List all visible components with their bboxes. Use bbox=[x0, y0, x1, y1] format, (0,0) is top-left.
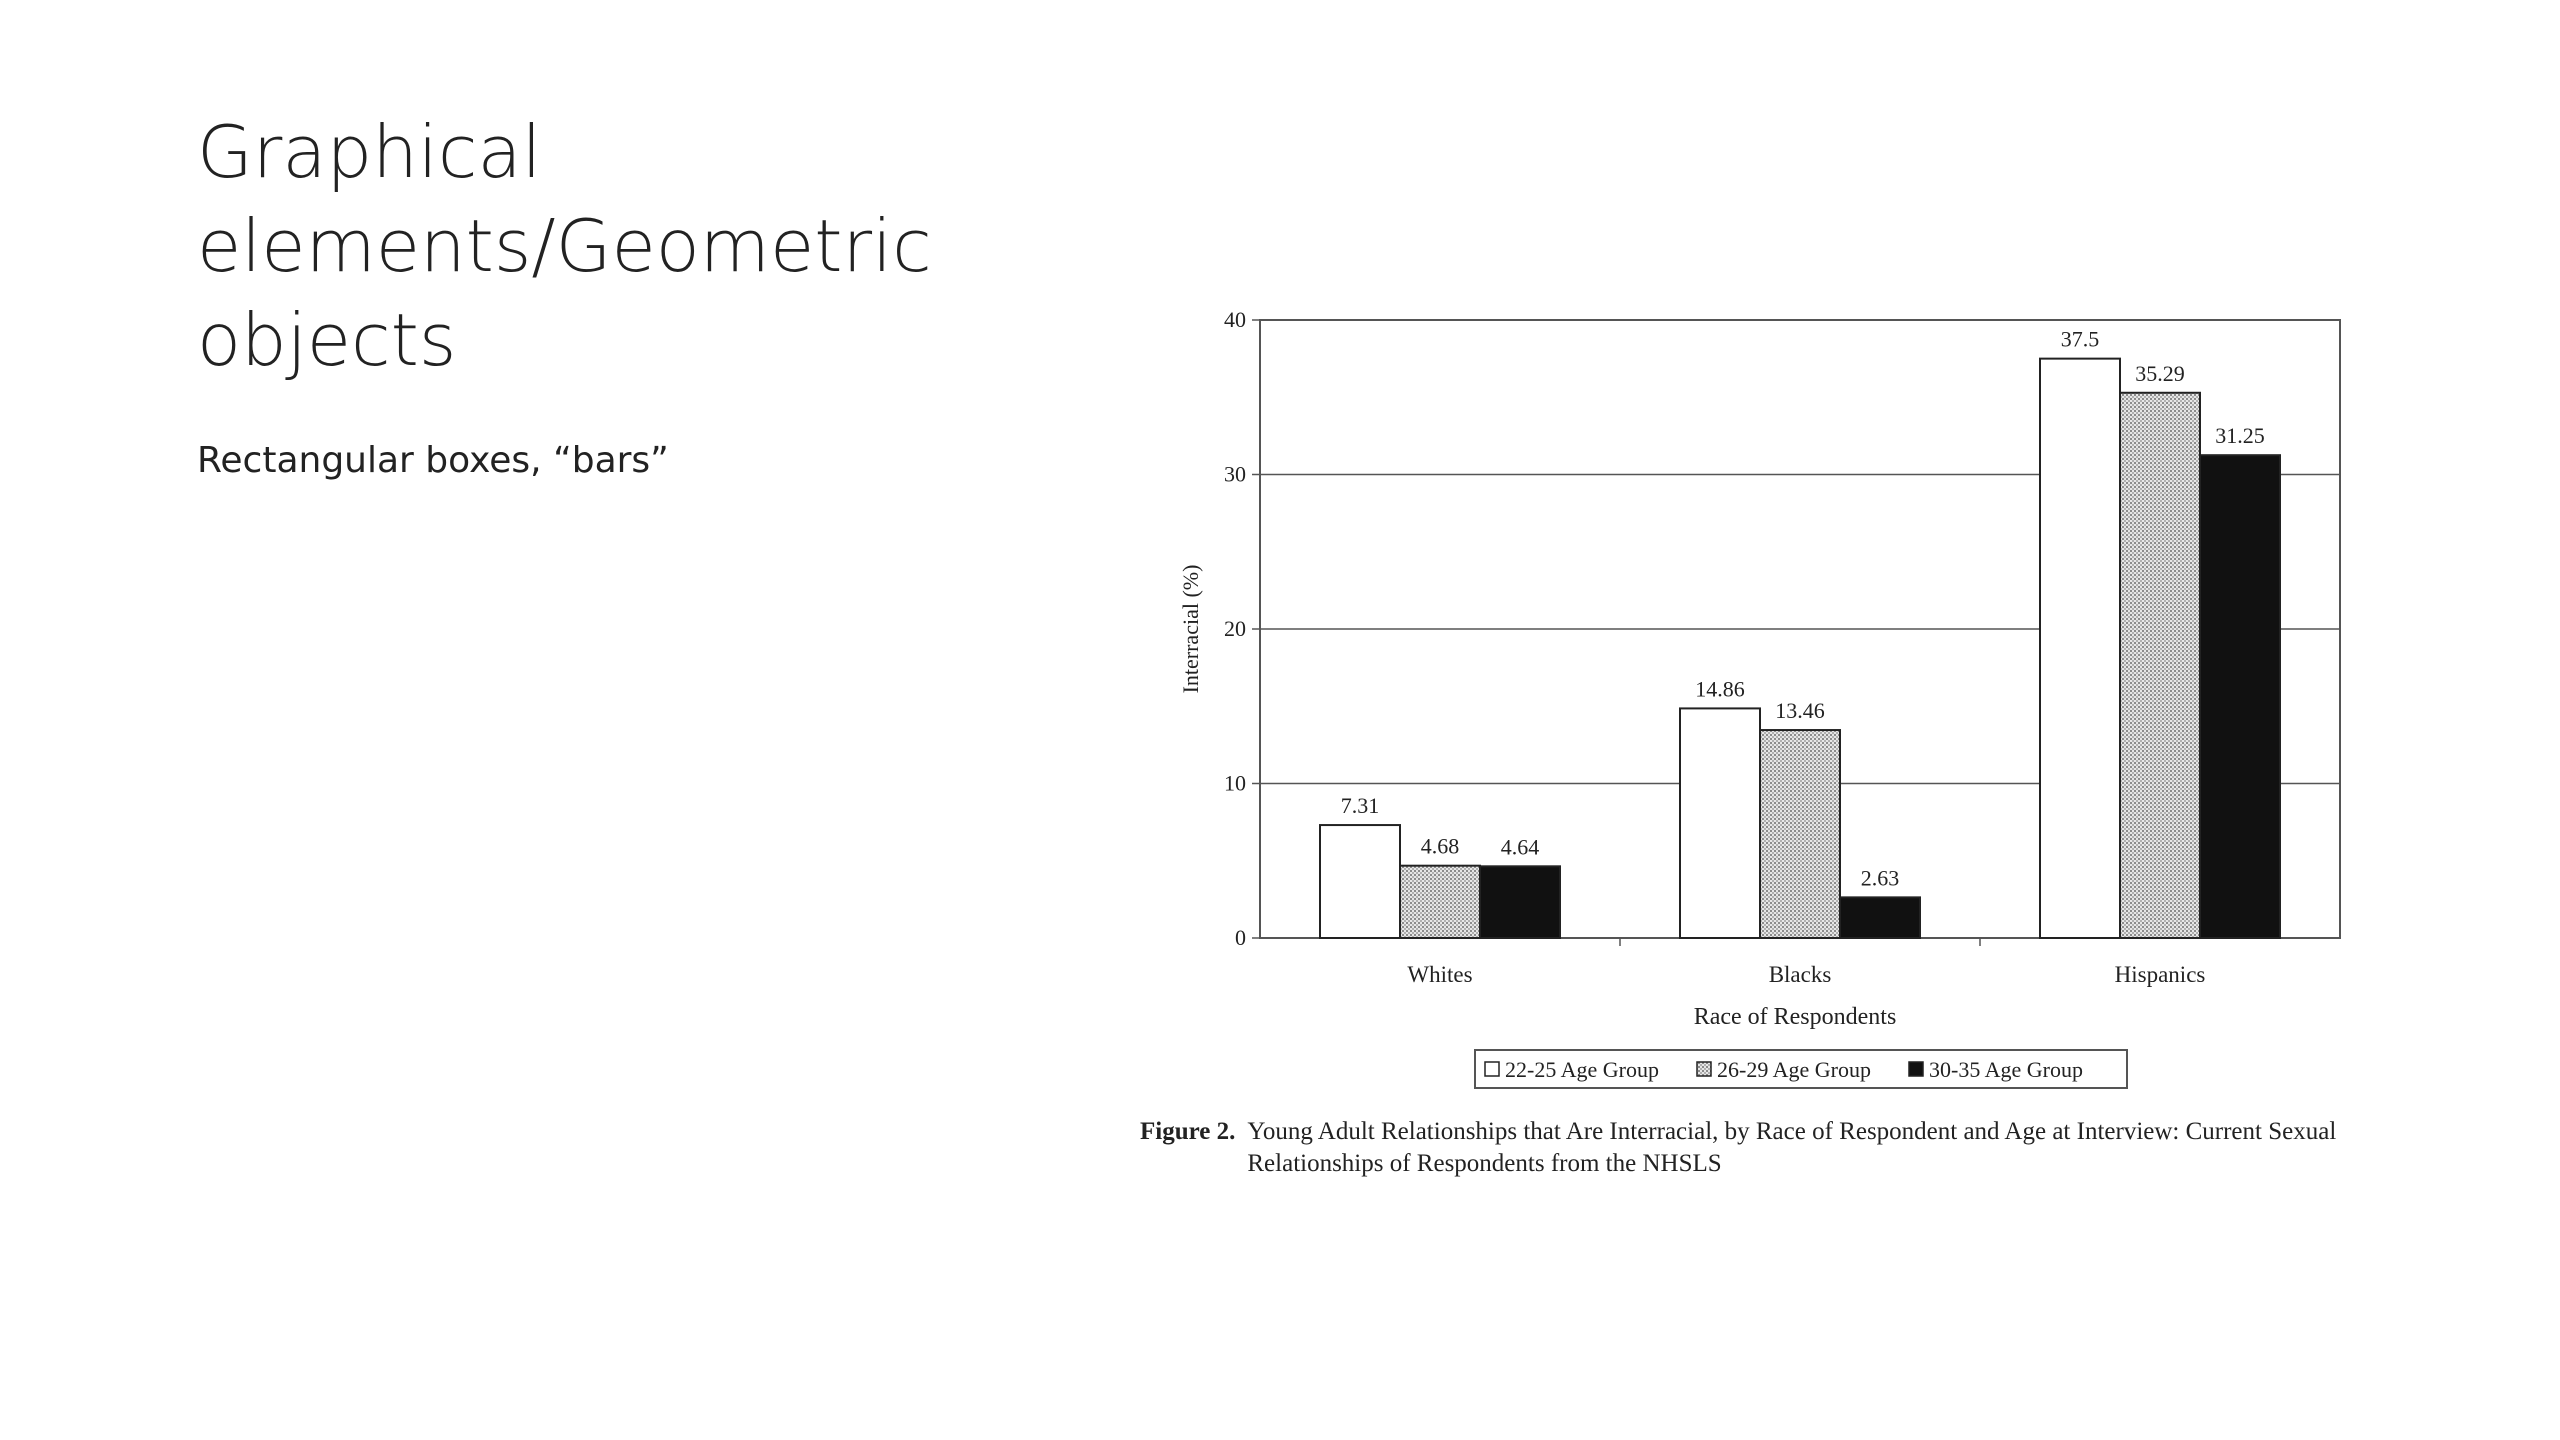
bar-chart bbox=[1130, 290, 2410, 1110]
y-tick-label: 30 bbox=[1224, 461, 1246, 487]
legend-label: 30-35 Age Group bbox=[1929, 1057, 2083, 1082]
data-label: 35.29 bbox=[2135, 360, 2185, 386]
y-tick-label: 20 bbox=[1224, 616, 1246, 641]
data-label: 4.64 bbox=[1500, 834, 1540, 860]
bar bbox=[1400, 866, 1480, 938]
data-label: 13.46 bbox=[1775, 698, 1825, 724]
slide-title bbox=[197, 105, 1097, 387]
figure-caption bbox=[1140, 1116, 2380, 1180]
bar bbox=[2040, 359, 2120, 938]
slide-title-line: objects bbox=[197, 298, 457, 382]
y-axis-label: Interracial (%) bbox=[1178, 564, 1203, 694]
data-label: 7.31 bbox=[1340, 793, 1380, 819]
slide-title-line: Graphical bbox=[197, 110, 542, 194]
legend-label: 22-25 Age Group bbox=[1505, 1057, 1659, 1082]
bar bbox=[2200, 455, 2280, 938]
bar bbox=[1320, 825, 1400, 938]
data-label: 4.68 bbox=[1420, 833, 1460, 859]
slide-subtitle: Rectangular boxes, “bars” bbox=[197, 440, 669, 481]
data-label: 31.25 bbox=[2215, 423, 2265, 449]
x-tick-label: Blacks bbox=[1768, 962, 1832, 987]
bar bbox=[1680, 708, 1760, 938]
data-label: 2.63 bbox=[1860, 865, 1900, 891]
x-tick-label: Hispanics bbox=[2114, 962, 2206, 987]
data-label: 37.5 bbox=[2060, 326, 2100, 352]
legend-label: 26-29 Age Group bbox=[1717, 1057, 1871, 1082]
figure-caption-text: Young Adult Relationships that Are Interracial, by Race of Respondent and Age at Interview: Current Sexual Relationships of Respondents from the NHSLS bbox=[1247, 1118, 2337, 1177]
legend-swatch bbox=[1697, 1062, 1711, 1076]
y-tick-label: 40 bbox=[1224, 307, 1246, 332]
slide-title-line: elements/Geometric bbox=[197, 204, 932, 288]
x-tick-label: Whites bbox=[1407, 962, 1473, 987]
legend-swatch bbox=[1909, 1062, 1923, 1076]
legend-swatch bbox=[1485, 1062, 1499, 1076]
y-tick-label: 0 bbox=[1235, 925, 1246, 950]
y-tick-label: 10 bbox=[1224, 770, 1246, 796]
bar bbox=[1760, 730, 1840, 938]
x-axis-label: Race of Respondents bbox=[1693, 1004, 1897, 1030]
bar bbox=[2120, 393, 2200, 938]
bar bbox=[1840, 897, 1920, 938]
data-label: 14.86 bbox=[1695, 676, 1745, 702]
figure-label: Figure 2. bbox=[1140, 1118, 1236, 1145]
bar bbox=[1480, 866, 1560, 938]
